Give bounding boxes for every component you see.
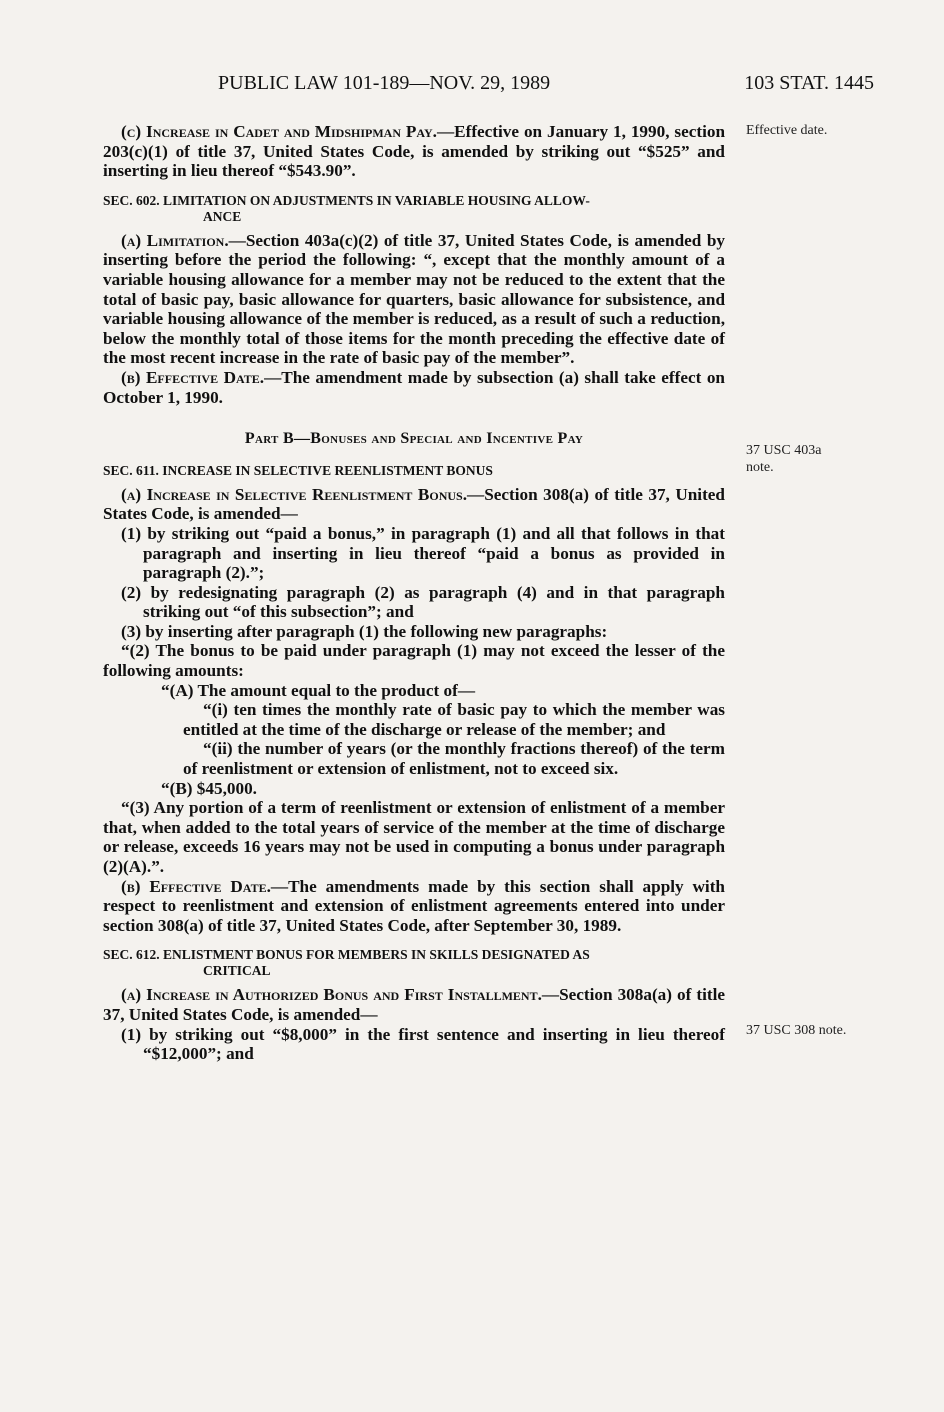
paragraph-611b: [103, 877, 725, 936]
paragraph-602a: [103, 231, 725, 368]
paragraph-611a: [103, 485, 725, 524]
header-title: PUBLIC LAW 101-189—NOV. 29, 1989: [218, 72, 551, 94]
paragraph-text: —Section 403a(c)(2) of title 37, United States Code, is amended by inserting before the period the following: “, except that the monthly amount of a variable housing allowance for a member may not be reduced to the extent that the total of basic pay, basic allowance for quarters, basic allowance for subsistence, and variable housing allowance of the member is reduced, as a result of such a reduction, below the monthly total of those items for the month preceding the effective date of the most recent increase in the rate of basic pay of the member”.: [103, 230, 725, 368]
margin-note-308: 37 USC 308 note.: [746, 1023, 847, 1038]
paragraph-612a: [103, 985, 725, 1024]
paragraph-text: —The amendment made by subsection (a) shall take effect on October 1, 1990.: [103, 367, 725, 407]
paragraph-text: —Section 308(a) of title 37, United States Code, is amended—: [103, 484, 725, 524]
quoted-clause-i: “(i) ten times the monthly rate of basic pay to which the member was entitled at the time of the discharge or release of the member; and: [183, 700, 725, 739]
section-heading-text: SEC. 612. ENLISTMENT BONUS FOR MEMBERS IN SKILLS DESIGNATED AS: [103, 947, 590, 963]
section-612-heading: [103, 947, 725, 979]
paragraph-heading: (b) Effective Date.: [121, 876, 271, 896]
page-header: [218, 72, 874, 100]
paragraph-text: —Section 308a(a) of title 37, United States Code, is amended—: [103, 985, 725, 1024]
margin-note-effective-date: Effective date.: [746, 123, 828, 138]
paragraph-heading: (a) Increase in Authorized Bonus and First Installment.: [121, 985, 542, 1005]
section-611-heading: SEC. 611. INCREASE IN SELECTIVE REENLISTMENT BONUS: [103, 462, 493, 478]
paragraph-text: —The amendments made by this section shall apply with respect to reenlistment and extension of enlistment agreements entered into under section 308(a) of title 37, United States Code, after September 30, 1989.: [103, 876, 725, 935]
list-item-612a-1: (1) by striking out “$8,000” in the first sentence and inserting in lieu thereof “$12,000”; and: [121, 1024, 725, 1064]
list-item-611a-1: (1) by striking out “paid a bonus,” in paragraph (1) and all that follows in that paragraph and inserting in lieu thereof “paid a bonus as provided in paragraph (2).”;: [121, 523, 725, 583]
quoted-subparagraph-b: “(B) $45,000.: [161, 778, 257, 798]
list-item-611a-3: (3) by inserting after paragraph (1) the following new paragraphs:: [121, 621, 608, 641]
quoted-subparagraph-a: “(A) The amount equal to the product of—: [161, 680, 476, 700]
paragraph-602b: [103, 368, 725, 407]
quoted-clause-ii: “(ii) the number of years (or the monthly fractions thereof) of the term of reenlistment or extension of enlistment, not to exceed six.: [183, 739, 725, 779]
paragraph-heading: (b) Effective Date.: [121, 367, 265, 387]
paragraph-heading: (c) Increase in Cadet and Midshipman Pay.: [121, 122, 437, 141]
main-text-column: [103, 122, 725, 1064]
part-b-heading: Part B—Bonuses and Special and Incentive Pay: [244, 430, 584, 448]
paragraph-text: —Effective on January 1, 1990, section 203(c)(1) of title 37, United States Code, is amended by striking out “$525” and inserting in lieu thereof “$543.90”.: [103, 122, 726, 181]
section-602-heading: [103, 193, 725, 225]
quoted-paragraph-2: “(2) The bonus to be paid under paragraph (1) may not exceed the lesser of the following amounts:: [103, 641, 725, 681]
section-heading-tail: ANCE: [203, 208, 242, 224]
paragraph-c: [103, 122, 725, 181]
section-heading-text: SEC. 602. LIMITATION ON ADJUSTMENTS IN VARIABLE HOUSING ALLOW-: [103, 192, 590, 208]
paragraph-heading: (a) Limitation.: [121, 230, 229, 250]
list-item-611a-2: (2) by redesignating paragraph (2) as paragraph (4) and in that paragraph striking out “of this subsection”; and: [121, 582, 725, 622]
quoted-paragraph-3: “(3) Any portion of a term of reenlistment or extension of enlistment of a member that, when added to the total years of service of the member at the time of discharge or release, exceeds 16 years may not be used in computing a bonus under paragraph (2)(A).”.: [103, 798, 725, 876]
margin-note-403a: 37 USC 403a note.: [746, 443, 822, 475]
header-stat-page: 103 STAT. 1445: [744, 72, 874, 94]
section-heading-tail: CRITICAL: [203, 963, 271, 979]
paragraph-heading: (a) Increase in Selective Reenlistment Bonus.: [121, 484, 468, 504]
